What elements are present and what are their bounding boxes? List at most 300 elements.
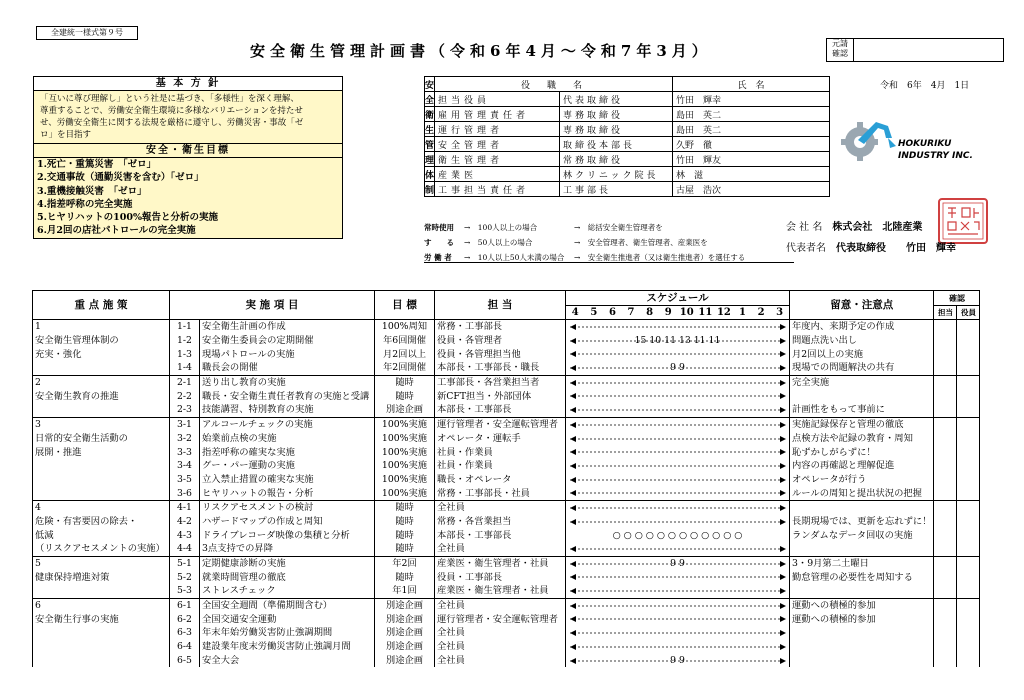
note-cell: 長期現場では、更新を忘れずに！ <box>790 515 934 529</box>
owner-cell: 常務・各営業担当 <box>435 515 566 529</box>
item-number: 5-3 <box>170 584 200 598</box>
schedule-cell <box>566 473 790 487</box>
staff-row <box>425 152 830 167</box>
target-cell: 年6回開催 <box>375 334 435 348</box>
target-cell: 100%周知 <box>375 320 435 334</box>
target-cell: 別途企画 <box>375 403 435 417</box>
staff-position: 代表取締役 <box>560 92 673 107</box>
schedule-arrow <box>566 557 790 571</box>
item-label: グー・パー運動の実施 <box>200 459 375 473</box>
check-b-cell <box>957 584 980 598</box>
page-title: 安全衛生管理計画書（令和6年4月～令和7年3月） <box>250 42 712 60</box>
plan-row <box>33 528 980 542</box>
note-key: 労 働 者 <box>424 253 452 262</box>
focus-cell: 日常的安全衛生活動の <box>33 432 170 446</box>
focus-cell <box>33 361 170 375</box>
item-label: 定期健康診断の実施 <box>200 556 375 570</box>
staff-position: 常務取締役 <box>560 152 673 167</box>
schedule-arrow <box>566 570 790 584</box>
plan-row <box>33 598 980 612</box>
check-a-cell <box>934 334 957 348</box>
plan-row <box>33 375 980 389</box>
header-target: 目 標 <box>375 291 435 320</box>
target-cell: 100%実施 <box>375 445 435 459</box>
staff-name: 古屋 浩次 <box>673 182 830 197</box>
check-b-cell <box>957 417 980 431</box>
schedule-cell <box>566 542 790 556</box>
month-label: 11 <box>698 307 713 318</box>
header-check: 確認 <box>934 291 980 306</box>
plan-row <box>33 417 980 431</box>
check-a-cell <box>934 556 957 570</box>
owner-cell: 本部長・工事部長 <box>435 403 566 417</box>
focus-cell: 充実・強化 <box>33 347 170 361</box>
owner-cell: 社員・作業員 <box>435 445 566 459</box>
schedule-arrow <box>566 515 790 529</box>
plan-row <box>33 486 980 500</box>
check-a-cell <box>934 626 957 640</box>
check-a-cell <box>934 347 957 361</box>
focus-cell: 2 <box>33 375 170 389</box>
check-a-cell <box>934 417 957 431</box>
schedule-arrow <box>566 347 790 361</box>
item-label: 就業時間管理の徹底 <box>200 570 375 584</box>
plan-row <box>33 654 980 668</box>
item-label: 全国交通安全運動 <box>200 612 375 626</box>
item-number: 1-4 <box>170 361 200 375</box>
issue-date: 令和 6年 4月 1日 <box>880 81 970 91</box>
focus-cell: 安全衛生管理体制の <box>33 334 170 348</box>
note-cell: 3・9月第二土曜日 <box>790 556 934 570</box>
staff-role: 担当役員 <box>435 92 560 107</box>
item-label: 始業前点検の実施 <box>200 432 375 446</box>
item-number: 6-5 <box>170 654 200 668</box>
schedule-cell <box>566 445 790 459</box>
divider <box>424 262 794 263</box>
staff-position: 専務取締役 <box>560 122 673 137</box>
note-cell: 内容の再確認と理解促進 <box>790 459 934 473</box>
check-b-cell <box>957 640 980 654</box>
check-a-cell <box>934 528 957 542</box>
note-cell: 月2回以上の実施 <box>790 347 934 361</box>
note-cell <box>790 640 934 654</box>
schedule-arrow <box>566 334 790 348</box>
target-cell: 100%実施 <box>375 459 435 473</box>
company-info <box>786 220 956 256</box>
owner-cell: 工事部長・各営業担当者 <box>435 375 566 389</box>
item-number: 4-3 <box>170 528 200 542</box>
month-label: 2 <box>757 307 765 318</box>
plan-row <box>33 542 980 556</box>
check-a-cell <box>934 459 957 473</box>
item-number: 1-3 <box>170 347 200 361</box>
schedule-arrow <box>566 376 790 390</box>
note-requirement: → 安全衛生推進者（又は衛生推進者）を選任する <box>574 253 746 262</box>
schedule-cell <box>566 417 790 431</box>
item-label: 安全衛生計画の作成 <box>200 320 375 334</box>
schedule-arrow <box>566 501 790 515</box>
plan-row <box>33 432 980 446</box>
check-b-cell <box>957 500 980 514</box>
header-items: 実 施 項 目 <box>170 291 375 320</box>
focus-cell <box>33 626 170 640</box>
plan-row <box>33 500 980 514</box>
focus-cell: 安全衛生行事の実施 <box>33 612 170 626</box>
check-b-cell <box>957 598 980 612</box>
plan-row <box>33 626 980 640</box>
target-cell: 随時 <box>375 542 435 556</box>
target-cell: 別途企画 <box>375 598 435 612</box>
note-cell: オペレータが行う <box>790 473 934 487</box>
company-name-label: 会 社 名 <box>786 222 823 233</box>
item-number: 3-4 <box>170 459 200 473</box>
item-label: 現場パトロールの実施 <box>200 347 375 361</box>
item-label: ストレスチェック <box>200 584 375 598</box>
plan-row <box>33 347 980 361</box>
check-a-cell <box>934 584 957 598</box>
schedule-cell <box>566 556 790 570</box>
staff-position: 取締役本部長 <box>560 137 673 152</box>
schedule-cell <box>566 432 790 446</box>
owner-cell: 全社員 <box>435 598 566 612</box>
staff-vertical-label: 体 <box>425 167 435 182</box>
schedule-cell <box>566 654 790 668</box>
note-cell: 現場での問題解決の共有 <box>790 361 934 375</box>
check-a-cell <box>934 432 957 446</box>
schedule-arrow <box>566 626 790 640</box>
owner-cell: 運行管理者・安全運転管理者 <box>435 417 566 431</box>
schedule-cell <box>566 612 790 626</box>
owner-cell: 全社員 <box>435 654 566 668</box>
focus-cell <box>33 403 170 417</box>
owner-cell: 役員・各管理者 <box>435 334 566 348</box>
staff-row <box>425 92 830 107</box>
plan-row <box>33 515 980 529</box>
check-b-cell <box>957 334 980 348</box>
focus-cell: 危険・有害要因の除去・ <box>33 515 170 529</box>
schedule-arrow <box>566 389 790 403</box>
schedule-arrow <box>566 361 790 375</box>
check-b-cell <box>957 528 980 542</box>
item-number: 1-2 <box>170 334 200 348</box>
note-cell: 恥ずかしがらずに！ <box>790 445 934 459</box>
check-a-cell <box>934 640 957 654</box>
focus-cell <box>33 640 170 654</box>
goal-item: 1.死亡・重篤災害 「ゼロ」 <box>34 158 342 171</box>
check-b-cell <box>957 556 980 570</box>
target-cell: 月2回以上 <box>375 347 435 361</box>
schedule-cell <box>566 334 790 348</box>
note-cell: 問題点洗い出し <box>790 334 934 348</box>
check-b-cell <box>957 445 980 459</box>
regulation-notes <box>424 220 745 265</box>
schedule-cell <box>566 459 790 473</box>
note-row <box>424 220 745 235</box>
contractor-confirm-label: 元請 確認 <box>827 39 854 61</box>
item-number: 5-2 <box>170 570 200 584</box>
check-a-cell <box>934 654 957 668</box>
note-cell: 運動への積極的参加 <box>790 612 934 626</box>
plan-row <box>33 403 980 417</box>
staff-vertical-label: 理 <box>425 152 435 167</box>
check-b-cell <box>957 347 980 361</box>
schedule-cell <box>566 347 790 361</box>
staff-role: 産業医 <box>435 167 560 182</box>
item-number: 2-2 <box>170 389 200 403</box>
note-condition: → 100人以上の場合 <box>464 223 538 232</box>
focus-cell: 展開・推進 <box>33 445 170 459</box>
item-number: 6-1 <box>170 598 200 612</box>
representative-name: 代表取締役 竹田 輝幸 <box>836 243 956 254</box>
check-b-cell <box>957 612 980 626</box>
check-b-cell <box>957 403 980 417</box>
staff-row <box>425 137 830 152</box>
month-row <box>566 306 790 320</box>
check-a-cell <box>934 570 957 584</box>
owner-cell: 常務・工事部長 <box>435 320 566 334</box>
check-a-cell <box>934 445 957 459</box>
staff-name: 竹田 輝幸 <box>673 92 830 107</box>
owner-cell: 全社員 <box>435 542 566 556</box>
focus-cell <box>33 654 170 668</box>
schedule-cell <box>566 626 790 640</box>
target-cell: 別途企画 <box>375 626 435 640</box>
owner-cell: 産業医・衛生管理者・社員 <box>435 556 566 570</box>
target-cell: 100%実施 <box>375 473 435 487</box>
focus-cell: 低減 <box>33 528 170 542</box>
item-number: 3-5 <box>170 473 200 487</box>
focus-cell: 4 <box>33 500 170 514</box>
plan-table <box>32 290 980 667</box>
item-label: 指差呼称の確実な実施 <box>200 445 375 459</box>
schedule-cell <box>566 320 790 334</box>
check-b-cell <box>957 375 980 389</box>
month-label: 1 <box>739 307 746 318</box>
check-a-cell <box>934 375 957 389</box>
note-cell: 点検方法や記録の教育・周知 <box>790 432 934 446</box>
staff-row <box>425 167 830 182</box>
note-condition: → 50人以上の場合 <box>464 238 533 247</box>
plan-row <box>33 361 980 375</box>
schedule-arrow <box>566 654 790 668</box>
target-cell: 随時 <box>375 570 435 584</box>
month-label: 7 <box>627 307 635 318</box>
check-b-cell <box>957 515 980 529</box>
check-a-cell <box>934 515 957 529</box>
month-label: 10 <box>679 307 694 318</box>
plan-row <box>33 570 980 584</box>
item-number: 3-6 <box>170 486 200 500</box>
schedule-marks: ○ ○ ○ ○ ○ ○ ○ ○ ○ ○ ○ ○ <box>612 529 743 541</box>
note-cell: 計画性をもって事前に <box>790 403 934 417</box>
staff-vertical-label: 全 <box>425 92 435 107</box>
staff-row <box>425 182 830 197</box>
check-a-cell <box>934 598 957 612</box>
month-label: 6 <box>608 307 616 318</box>
item-number: 5-1 <box>170 556 200 570</box>
note-key: 常時使用 <box>424 223 454 232</box>
item-label: リスクアセスメントの検討 <box>200 500 375 514</box>
header-check-a: 担当 <box>934 306 957 320</box>
plan-row <box>33 473 980 487</box>
note-cell: 実施記録保存と管理の徹底 <box>790 417 934 431</box>
staff-vertical-label: 制 <box>425 182 435 197</box>
note-requirement: → 安全管理者、衛生管理者、産業医を <box>574 238 708 247</box>
schedule-cell <box>566 584 790 598</box>
check-b-cell <box>957 459 980 473</box>
header-schedule: スケジュール <box>566 291 790 306</box>
staff-role: 衛生管理者 <box>435 152 560 167</box>
target-cell: 年2回 <box>375 556 435 570</box>
plan-row <box>33 612 980 626</box>
item-label: 建設業年度末労働災害防止強調月間 <box>200 640 375 654</box>
schedule-arrow <box>566 473 790 487</box>
owner-cell: 職長・オペレータ <box>435 473 566 487</box>
schedule-cell <box>566 403 790 417</box>
goal-item: 6.月2回の店社パトロールの完全実施 <box>34 224 342 237</box>
target-cell: 随時 <box>375 375 435 389</box>
note-cell: 年度内、来期予定の作成 <box>790 320 934 334</box>
staff-name: 久野 徹 <box>673 137 830 152</box>
check-b-cell <box>957 570 980 584</box>
note-cell <box>790 542 934 556</box>
staff-vertical-label: 生 <box>425 122 435 137</box>
schedule-arrow <box>566 432 790 446</box>
policy-text: 「互いに尊び理解し」という社是に基づき、「多様性」を深く理解、 尊重することで、労働安全衛生環境に多様なバリエーションを持たせ せ、労働安全衛生に関する法規を厳格に遵守し、労働災害・事故「ゼ ロ」を目指す <box>34 91 342 144</box>
check-b-cell <box>957 486 980 500</box>
note-cell <box>790 500 934 514</box>
owner-cell: 全社員 <box>435 640 566 654</box>
month-label: 4 <box>571 307 579 318</box>
target-cell: 年1回 <box>375 584 435 598</box>
focus-cell <box>33 584 170 598</box>
item-number: 3-3 <box>170 445 200 459</box>
header-check-b: 役員 <box>957 306 980 320</box>
target-cell: 100%実施 <box>375 432 435 446</box>
staff-vertical-label: 管 <box>425 137 435 152</box>
staff-role: 工事担当責任者 <box>435 182 560 197</box>
schedule-marks: 15 10 11 13 11 11 <box>634 335 721 347</box>
note-cell <box>790 654 934 668</box>
staff-position: 専務取締役 <box>560 107 673 122</box>
focus-cell: 1 <box>33 320 170 334</box>
item-number: 4-2 <box>170 515 200 529</box>
check-b-cell <box>957 432 980 446</box>
item-label: 3点支持での昇降 <box>200 542 375 556</box>
item-label: 全国安全週間（準備期間含む） <box>200 598 375 612</box>
safety-staff-table <box>424 76 830 197</box>
check-b-cell <box>957 361 980 375</box>
owner-cell: 新CFT担当・外部団体 <box>435 389 566 403</box>
note-cell <box>790 584 934 598</box>
item-number: 2-3 <box>170 403 200 417</box>
note-cell: ルールの周知と提出状況の把握 <box>790 486 934 500</box>
schedule-marks: 9 9 <box>670 654 685 666</box>
check-b-cell <box>957 320 980 334</box>
item-label: ドライブレコーダ映像の集積と分析 <box>200 528 375 542</box>
note-cell <box>790 389 934 403</box>
owner-cell: 社員・作業員 <box>435 459 566 473</box>
item-label: 職長・安全衛生責任者教育の実施と受講 <box>200 389 375 403</box>
target-cell: 100%実施 <box>375 486 435 500</box>
item-label: 年末年始労働災害防止強調期間 <box>200 626 375 640</box>
note-row <box>424 235 745 250</box>
item-number: 6-3 <box>170 626 200 640</box>
month-label: 12 <box>716 307 731 318</box>
schedule-cell <box>566 640 790 654</box>
plan-row <box>33 334 980 348</box>
item-number: 6-4 <box>170 640 200 654</box>
company-name: 株式会社 北陸産業 <box>832 222 923 233</box>
target-cell: 随時 <box>375 515 435 529</box>
plan-row <box>33 445 980 459</box>
policy-header: 基 本 方 針 <box>34 77 342 91</box>
note-cell <box>790 626 934 640</box>
owner-cell: 役員・工事部長 <box>435 570 566 584</box>
owner-cell: 全社員 <box>435 500 566 514</box>
goal-item: 5.ヒヤリハットの100%報告と分析の実施 <box>34 211 342 224</box>
target-cell: 随時 <box>375 528 435 542</box>
schedule-arrow <box>566 418 790 432</box>
schedule-arrow <box>566 445 790 459</box>
schedule-cell <box>566 389 790 403</box>
goal-item: 4.指差呼称の完全実施 <box>34 198 342 211</box>
schedule-arrow <box>566 584 790 598</box>
staff-vertical-label: 衛 <box>425 107 435 122</box>
schedule-arrow <box>566 459 790 473</box>
staff-name: 竹田 輝友 <box>673 152 830 167</box>
owner-cell: 常務・工事部長・社員 <box>435 486 566 500</box>
company-logo-icon <box>838 116 898 162</box>
schedule-arrow <box>566 320 790 334</box>
check-a-cell <box>934 542 957 556</box>
staff-name: 林 滋 <box>673 167 830 182</box>
focus-cell: （リスクアセスメントの実施） <box>33 542 170 556</box>
owner-cell: 役員・各管理担当他 <box>435 347 566 361</box>
check-b-cell <box>957 654 980 668</box>
owner-cell: 本部長・工事部長・職長 <box>435 361 566 375</box>
plan-row <box>33 320 980 334</box>
item-number: 4-1 <box>170 500 200 514</box>
item-label: 安全大会 <box>200 654 375 668</box>
staff-vertical-label: 安 <box>425 77 435 92</box>
schedule-arrow <box>566 403 790 417</box>
representative-label: 代表者名 <box>786 243 826 254</box>
schedule-marks: 9 9 <box>670 558 685 570</box>
item-number: 6-2 <box>170 612 200 626</box>
focus-cell: 6 <box>33 598 170 612</box>
item-label: 送り出し教育の実施 <box>200 375 375 389</box>
note-cell: ランダムなデータ回収の実施 <box>790 528 934 542</box>
header-focus: 重 点 施 策 <box>33 291 170 320</box>
plan-row <box>33 556 980 570</box>
staff-position: 林クリニック院長 <box>560 167 673 182</box>
note-cell: 運動への積極的参加 <box>790 598 934 612</box>
contractor-confirm-box <box>826 38 1004 62</box>
schedule-arrow <box>566 542 790 556</box>
plan-row <box>33 389 980 403</box>
focus-cell: 安全衛生教育の推進 <box>33 389 170 403</box>
staff-name: 島田 英二 <box>673 107 830 122</box>
target-cell: 別途企画 <box>375 654 435 668</box>
header-notes: 留意・注意点 <box>790 291 934 320</box>
note-cell: 勤怠管理の必要性を周知する <box>790 570 934 584</box>
check-a-cell <box>934 612 957 626</box>
note-condition: → 10人以上50人未満の場合 <box>464 253 565 262</box>
owner-cell: 運行管理者・安全運転管理者 <box>435 612 566 626</box>
plan-row <box>33 640 980 654</box>
item-label: 立入禁止措置の確実な実施 <box>200 473 375 487</box>
